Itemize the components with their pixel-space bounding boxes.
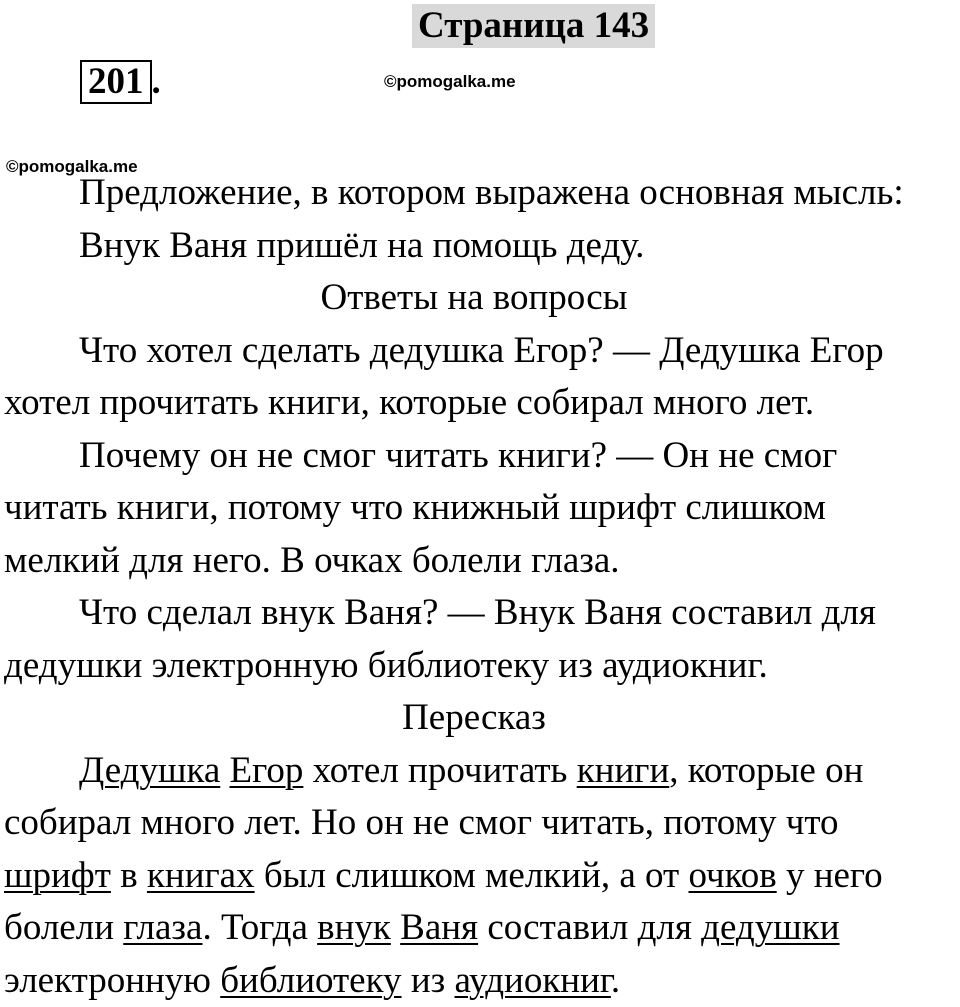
- underlined-word: внук: [317, 907, 391, 948]
- underlined-word: книгах: [147, 855, 255, 896]
- retelling-text: [220, 750, 229, 791]
- underlined-word: глаза: [123, 907, 202, 948]
- underlined-word: дедушки: [701, 907, 839, 948]
- underlined-word: аудиокниг: [454, 960, 610, 1001]
- watermark-left: ©pomogalka.me: [6, 157, 138, 177]
- retelling-text: [391, 907, 400, 948]
- retelling-text: . Тогда: [202, 907, 317, 948]
- retelling-text: был слишком мелкий, а от: [255, 855, 689, 896]
- retelling-text: составил для: [478, 907, 701, 948]
- underlined-word: библиотеку: [220, 960, 401, 1001]
- main-thought-intro: Предложение, в котором выражена основная мысль:: [4, 167, 944, 220]
- retelling-text: хотел прочитать: [303, 750, 576, 791]
- watermark-top: ©pomogalka.me: [384, 72, 516, 92]
- task-number-dot: .: [152, 61, 161, 102]
- task-number-box: 201: [80, 60, 152, 104]
- retelling-text: электронную: [4, 960, 220, 1001]
- underlined-word: Дедушка: [79, 750, 220, 791]
- underlined-word: шрифт: [4, 855, 111, 896]
- answer-paragraph: Почему он не смог читать книги? — Он не смог читать книги, потому что книжный шрифт слишком мелкий для него. В очках болели глаза.: [4, 430, 944, 588]
- main-thought-sentence: Внук Ваня пришёл на помощь деду.: [4, 220, 944, 273]
- answer-paragraph: Что сделал внук Ваня? — Внук Ваня составил для дедушки электронную библиотеку из аудиокниг.: [4, 587, 944, 692]
- retelling-text: в: [111, 855, 147, 896]
- task-number: [80, 60, 161, 104]
- answer-paragraph: Что хотел сделать дедушка Егор? — Дедушка Егор хотел прочитать книги, которые собирал много лет.: [4, 325, 944, 430]
- underlined-word: Егор: [230, 750, 304, 791]
- answers-heading: Ответы на вопросы: [4, 272, 944, 325]
- underlined-word: Ваня: [400, 907, 478, 948]
- retelling-text: .: [611, 960, 620, 1001]
- retelling-heading: Пересказ: [4, 692, 944, 745]
- retelling-text: у него болели: [4, 855, 883, 949]
- document-body: [4, 167, 944, 1007]
- retelling-text: из: [402, 960, 455, 1001]
- underlined-word: очков: [688, 855, 776, 896]
- retelling-paragraph: [4, 745, 944, 1007]
- page-title: Страница 143: [412, 4, 655, 48]
- retelling-text: , которые он собирал много лет. Но он не смог читать, потому что: [4, 750, 863, 844]
- underlined-word: книги: [577, 750, 670, 791]
